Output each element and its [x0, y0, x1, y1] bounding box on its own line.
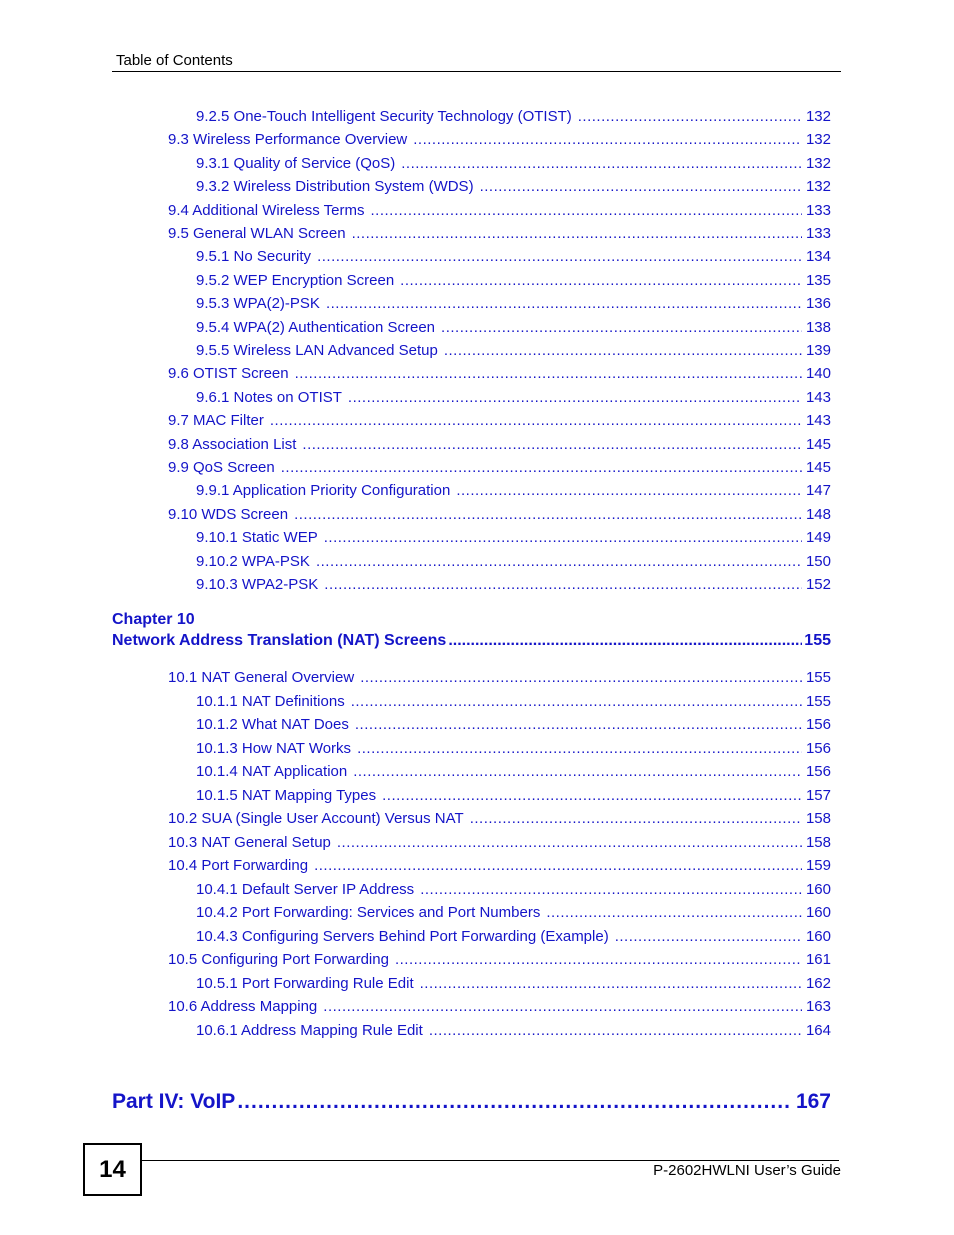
toc-entry-page: 156 — [805, 716, 831, 733]
part-entry[interactable] — [112, 1089, 831, 1115]
dot-leader — [316, 553, 802, 571]
toc-entry-title: 10.2 SUA (Single User Account) Versus NAT — [168, 810, 464, 827]
footer-rule — [140, 1160, 839, 1161]
toc-entry-title: 9.9.1 Application Priority Configuration — [196, 482, 451, 500]
dot-leader — [352, 225, 802, 243]
toc-entry-page: 156 — [805, 763, 831, 780]
toc-entry-title: 9.3.1 Quality of Service (QoS) — [196, 154, 396, 172]
toc-entry-title: 9.5.2 WEP Encryption Screen — [196, 271, 395, 289]
toc-entry[interactable] — [168, 810, 831, 828]
dot-leader — [294, 506, 802, 524]
toc-entry[interactable] — [196, 178, 831, 196]
dot-leader — [401, 155, 802, 173]
toc-entry-title: 10.1.4 NAT Application — [196, 763, 348, 780]
toc-entry-title: 9.3 Wireless Performance Overview — [168, 131, 408, 149]
dot-leader — [382, 787, 802, 805]
toc-entry[interactable] — [196, 155, 831, 173]
toc-entry[interactable] — [168, 834, 831, 852]
toc-entry-page: 148 — [805, 505, 831, 523]
toc-entry-page: 145 — [805, 435, 831, 453]
dot-leader — [441, 319, 802, 337]
toc-entry-page: 133 — [805, 225, 831, 242]
toc-entry-page: 143 — [805, 412, 831, 430]
dot-leader — [353, 763, 802, 781]
toc-entry[interactable] — [168, 436, 831, 454]
toc-entry[interactable] — [196, 787, 831, 805]
toc-entry-title: 9.10.2 WPA-PSK — [196, 552, 310, 570]
dot-leader — [448, 632, 802, 650]
dot-leader — [270, 412, 802, 430]
dot-leader — [480, 178, 802, 196]
toc-entry-page: 156 — [805, 739, 831, 757]
toc-entry[interactable] — [196, 904, 831, 922]
dot-leader — [323, 998, 802, 1016]
part-page: 167 — [795, 1090, 831, 1113]
toc-entry-title: 10.5.1 Port Forwarding Rule Edit — [196, 974, 414, 992]
toc-entry-title: 10.6.1 Address Mapping Rule Edit — [196, 1021, 423, 1039]
toc-entry-title: 10.4.1 Default Server IP Address — [196, 880, 415, 898]
toc-entry-page: 160 — [805, 904, 831, 921]
footer-page-number: 14 — [83, 1143, 142, 1196]
toc-entry-page: 158 — [805, 833, 831, 851]
toc-entry[interactable] — [196, 928, 831, 946]
dot-leader — [295, 365, 802, 383]
toc-entry[interactable] — [196, 529, 831, 547]
toc-entry-page: 150 — [805, 552, 831, 570]
toc-entry-title: 9.5.1 No Security — [196, 248, 312, 266]
toc-entry[interactable] — [196, 1022, 831, 1040]
dot-leader — [324, 576, 802, 594]
dot-leader — [420, 881, 802, 899]
toc-entry-title: 9.10.1 Static WEP — [196, 529, 318, 547]
dot-leader — [302, 436, 802, 454]
toc-entry-page: 139 — [805, 342, 831, 359]
toc-entry-page: 145 — [805, 459, 831, 476]
toc-entry[interactable] — [168, 669, 831, 687]
dot-leader — [351, 693, 802, 711]
toc-entry-page: 143 — [805, 388, 831, 406]
toc-entry-page: 155 — [805, 692, 831, 710]
dot-leader — [355, 716, 802, 734]
toc-entry-title: 9.4 Additional Wireless Terms — [168, 201, 365, 219]
toc-entry-title: 9.2.5 One-Touch Intelligent Security Technology (OTIST) — [196, 108, 572, 125]
toc-entry-title: 10.1.1 NAT Definitions — [196, 692, 345, 710]
toc-entry-title: 9.9 QoS Screen — [168, 459, 275, 476]
footer-guide-title: P-2602HWLNI User’s Guide — [653, 1162, 841, 1179]
dot-leader — [370, 202, 801, 220]
dot-leader — [395, 951, 802, 969]
toc-entry[interactable] — [196, 740, 831, 758]
toc-entry-title: 9.6.1 Notes on OTIST — [196, 388, 342, 406]
dot-leader — [326, 295, 802, 313]
dot-leader — [357, 740, 802, 758]
toc-entry-title: 10.1.3 How NAT Works — [196, 739, 352, 757]
dot-leader — [348, 389, 802, 407]
toc-entry[interactable] — [196, 693, 831, 711]
dot-leader — [546, 904, 802, 922]
toc-entry[interactable] — [196, 342, 831, 360]
toc-entry-title: 10.5 Configuring Port Forwarding — [168, 951, 389, 968]
chapter-title-text: Network Address Translation (NAT) Screens — [112, 632, 447, 649]
toc-entry[interactable] — [168, 951, 831, 969]
toc-entry-title: 9.5.3 WPA(2)-PSK — [196, 295, 320, 313]
toc-entry[interactable] — [168, 412, 831, 430]
dot-leader — [578, 108, 802, 126]
toc-entry-page: 138 — [805, 318, 831, 336]
toc-entry[interactable] — [168, 225, 831, 243]
toc-entry-page: 160 — [805, 927, 831, 945]
toc-entry-title: 9.6 OTIST Screen — [168, 365, 289, 383]
toc-entry-title: 9.5 General WLAN Screen — [168, 225, 346, 242]
toc-entry-page: 163 — [805, 998, 831, 1015]
toc-entry-page: 162 — [805, 974, 831, 992]
dot-leader — [337, 834, 802, 852]
dot-leader — [456, 482, 802, 500]
toc-entry-title: 9.8 Association List — [168, 435, 297, 453]
dot-leader — [314, 857, 802, 875]
dot-leader — [360, 669, 802, 687]
toc-entry-title: 9.5.4 WPA(2) Authentication Screen — [196, 318, 436, 336]
toc-entry[interactable] — [196, 272, 831, 290]
toc-entry-page: 155 — [805, 669, 831, 686]
toc-entry-title: 10.4.3 Configuring Servers Behind Port Forwarding (Example) — [196, 927, 609, 945]
toc-entry-page: 140 — [805, 365, 831, 383]
toc-entry[interactable] — [168, 131, 831, 149]
toc-entry-title: 9.3.2 Wireless Distribution System (WDS) — [196, 178, 474, 196]
toc-entry[interactable] — [168, 857, 831, 875]
toc-entry-title: 10.6 Address Mapping — [168, 998, 318, 1015]
header-rule — [112, 71, 841, 72]
toc-entry[interactable] — [196, 576, 831, 594]
chapter-page: 155 — [804, 632, 831, 649]
toc-entry-page: 135 — [805, 271, 831, 289]
dot-leader — [413, 131, 802, 149]
dot-leader — [470, 810, 802, 828]
header-section-title: Table of Contents — [116, 52, 233, 69]
dot-leader — [317, 248, 802, 266]
toc-entry[interactable] — [196, 716, 831, 734]
toc-entry-title: 10.1.5 NAT Mapping Types — [196, 786, 377, 804]
toc-entry-page: 134 — [805, 248, 831, 266]
dot-leader — [429, 1022, 802, 1040]
toc-entry[interactable] — [196, 881, 831, 899]
toc-entry-page: 158 — [805, 810, 831, 827]
toc-entry-page: 147 — [805, 482, 831, 500]
toc-entry-title: 10.4.2 Port Forwarding: Services and Port Numbers — [196, 904, 541, 921]
dot-leader — [237, 1089, 792, 1115]
toc-entry[interactable] — [168, 365, 831, 383]
toc-entry-title: 10.4 Port Forwarding — [168, 857, 309, 874]
toc-entry-title: 10.1.2 What NAT Does — [196, 716, 349, 733]
dot-leader — [400, 272, 802, 290]
toc-entry[interactable] — [196, 482, 831, 500]
toc-entry-page: 157 — [805, 786, 831, 804]
toc-entry-title: 9.5.5 Wireless LAN Advanced Setup — [196, 342, 438, 359]
toc-entry-page: 149 — [805, 529, 831, 547]
dot-leader — [324, 529, 802, 547]
toc-entry-title: 9.10.3 WPA2-PSK — [196, 576, 319, 593]
dot-leader — [615, 928, 802, 946]
toc-entry[interactable] — [196, 975, 831, 993]
toc-entry-title: 10.3 NAT General Setup — [168, 833, 331, 851]
dot-leader — [444, 342, 802, 360]
toc-entry-page: 159 — [805, 857, 831, 874]
toc-entry-page: 160 — [805, 880, 831, 898]
toc-entry[interactable] — [168, 506, 831, 524]
toc-entry-title: 9.7 MAC Filter — [168, 412, 264, 430]
chapter-label[interactable]: Chapter 10 — [112, 611, 195, 628]
toc-entry[interactable] — [196, 108, 831, 126]
toc-entry-page: 132 — [805, 108, 831, 125]
part-title: Part IV: VoIP — [112, 1090, 236, 1113]
toc-entry[interactable] — [196, 248, 831, 266]
toc-entry-page: 136 — [805, 295, 831, 313]
chapter-title-entry[interactable] — [112, 632, 831, 650]
toc-entry[interactable] — [196, 295, 831, 313]
toc-entry[interactable] — [196, 389, 831, 407]
toc-entry[interactable] — [196, 553, 831, 571]
toc-entry-page: 161 — [805, 951, 831, 968]
toc-entry[interactable] — [168, 459, 831, 477]
toc-entry[interactable] — [168, 202, 831, 220]
toc-entry[interactable] — [196, 763, 831, 781]
toc-entry-page: 164 — [805, 1021, 831, 1039]
toc-entry-title: 10.1 NAT General Overview — [168, 669, 355, 686]
toc-entry-page: 132 — [805, 131, 831, 149]
toc-entry-title: 9.10 WDS Screen — [168, 505, 289, 523]
dot-leader — [281, 459, 802, 477]
toc-entry-page: 132 — [805, 154, 831, 172]
dot-leader — [420, 975, 802, 993]
toc-entry-page: 132 — [805, 178, 831, 196]
toc-entry[interactable] — [168, 998, 831, 1016]
toc-entry-page: 152 — [805, 576, 831, 593]
toc-entry[interactable] — [196, 319, 831, 337]
toc-entry-page: 133 — [805, 201, 831, 219]
